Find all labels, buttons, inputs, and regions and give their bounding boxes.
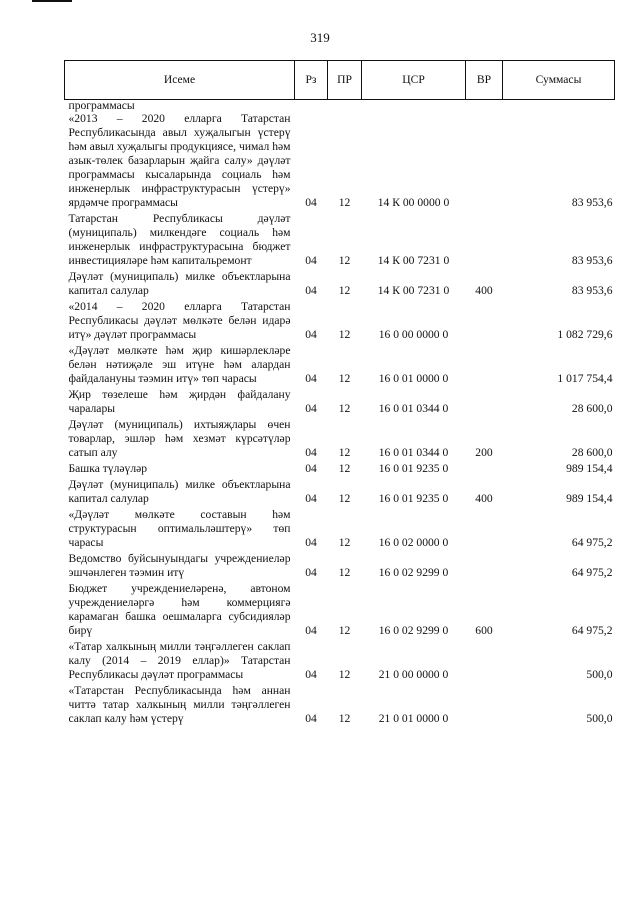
row-csr: 16 0 01 9235 0 [378, 492, 449, 505]
row-csr [362, 100, 466, 113]
row-pr: 12 [338, 566, 351, 579]
header-csr: ЦСР [362, 61, 466, 100]
row-csr: 21 0 00 0000 0 [378, 668, 449, 681]
row-rz: 04 [305, 624, 317, 637]
row-vr [466, 112, 503, 212]
header-name: Исеме [65, 61, 295, 100]
row-name: Башка түләүләр [68, 462, 148, 475]
row-pr: 12 [338, 536, 351, 549]
table-row [65, 212, 615, 270]
row-csr: 16 0 01 9235 0 [378, 462, 449, 475]
row-csr: 16 0 02 9299 0 [378, 624, 449, 637]
row-pr: 12 [338, 462, 351, 475]
row-pr: 12 [338, 284, 351, 297]
row-name: «Дәүләт мөлкәте составын һәм структурасын оптимальләштерү» төп чарасы [68, 508, 291, 549]
row-rz: 04 [305, 712, 317, 725]
row-sum: 1 017 754,4 [557, 372, 613, 385]
row-sum: 83 953,6 [571, 284, 613, 297]
header-sum: Суммасы [503, 61, 615, 100]
table-row [65, 582, 615, 640]
row-rz: 04 [305, 284, 317, 297]
page-number: 319 [310, 30, 330, 45]
row-vr [466, 100, 503, 113]
table-row [65, 552, 615, 582]
row-pr: 12 [338, 254, 351, 267]
row-pr: 12 [338, 668, 351, 681]
row-sum: 28 600,0 [571, 402, 613, 415]
table-row [65, 684, 615, 728]
row-rz: 04 [305, 446, 317, 459]
row-rz: 04 [305, 254, 317, 267]
table-header-row [65, 61, 615, 100]
row-sum: 500,0 [586, 712, 613, 725]
row-pr: 12 [338, 402, 351, 415]
row-name: Бюджет учреждениеләренә, автоном учреждениеләргә һәм коммерциягә карамаган башка оешмаларга субсидияләр бирү [68, 582, 291, 637]
row-vr [466, 684, 503, 728]
row-vr [466, 388, 503, 418]
row-sum: 500,0 [586, 668, 613, 681]
table-row [65, 100, 615, 113]
row-rz: 04 [305, 536, 317, 549]
row-sum: 1 082 729,6 [557, 328, 613, 341]
table-row [65, 270, 615, 300]
row-sum: 989 154,4 [566, 492, 613, 505]
table-row [65, 388, 615, 418]
row-pr: 12 [338, 712, 351, 725]
row-csr: 16 0 00 0000 0 [378, 328, 449, 341]
row-vr: 400 [475, 492, 493, 505]
row-rz: 04 [305, 328, 317, 341]
table-row [65, 418, 615, 462]
table-row [65, 478, 615, 508]
row-pr: 12 [338, 328, 351, 341]
row-pr: 12 [338, 372, 351, 385]
row-csr: 21 0 01 0000 0 [378, 712, 449, 725]
row-vr: 200 [475, 446, 493, 459]
row-name: Татарстан Республикасы дәүләт (муниципаль) милкендәге социаль һәм инженерлык инфраструктурасына бюджет инвестицияләре һәм капитальремонт [68, 212, 291, 267]
row-sum [503, 100, 615, 113]
header-vr: ВР [466, 61, 503, 100]
row-vr [466, 300, 503, 344]
row-csr: 14 К 00 7231 0 [377, 254, 450, 267]
row-vr [466, 212, 503, 270]
row-name: Ведомство буйсынуындагы учреждениеләр эшчәнлеген тәэмин итү [68, 552, 291, 579]
row-rz: 04 [305, 372, 317, 385]
row-rz: 04 [305, 196, 317, 209]
row-csr: 16 0 01 0000 0 [378, 372, 449, 385]
row-name: «2014 – 2020 елларга Татарстан Республикасы дәүләт мөлкәте белән идарә итү» дәүләт программасы [68, 300, 291, 341]
row-vr: 600 [475, 624, 493, 637]
row-csr: 16 0 02 0000 0 [378, 536, 449, 549]
row-vr: 400 [475, 284, 493, 297]
table-row [65, 462, 615, 478]
row-pr: 12 [338, 446, 351, 459]
row-sum: 83 953,6 [571, 254, 613, 267]
row-rz: 04 [305, 402, 317, 415]
corner-mark [32, 0, 72, 2]
row-pr: 12 [338, 196, 351, 209]
budget-table [64, 60, 615, 728]
row-rz: 04 [305, 668, 317, 681]
header-rz: Рз [295, 61, 328, 100]
row-name: «Дәүләт мөлкәте һәм җир кишәрлекләре белән нәтиҗәле эш итүне һәм алардан файдалануны тәэмин итү» төп чарасы [68, 344, 291, 385]
row-sum: 64 975,2 [571, 624, 613, 637]
row-rz: 04 [305, 462, 317, 475]
header-pr: ПР [328, 61, 362, 100]
row-vr [466, 344, 503, 388]
table-row [65, 344, 615, 388]
row-csr: 16 0 01 0344 0 [378, 402, 449, 415]
row-rz: 04 [305, 492, 317, 505]
row-csr: 16 0 02 9299 0 [378, 566, 449, 579]
row-vr [466, 462, 503, 478]
table-row [65, 300, 615, 344]
row-pr [328, 100, 362, 113]
row-name: Дәүләт (муниципаль) ихтыяҗлары өчен товарлар, эшләр һәм хезмәт күрсәтүләр сатып алу [68, 418, 291, 459]
row-name: Җир төзелеше һәм җирдән файдалану чаралары [68, 388, 291, 415]
row-pr: 12 [338, 624, 351, 637]
row-sum: 28 600,0 [571, 446, 613, 459]
row-vr [466, 508, 503, 552]
row-name: «Татар халкының милли тәңгәллеген саклап калу (2014 – 2019 еллар)» Татарстан Республикасы дәүләт программасы [68, 640, 291, 681]
row-sum: 64 975,2 [571, 536, 613, 549]
row-pr: 12 [338, 492, 351, 505]
row-csr: 14 К 00 0000 0 [377, 196, 450, 209]
row-csr: 14 К 00 7231 0 [377, 284, 450, 297]
row-rz: 04 [305, 566, 317, 579]
table-row [65, 640, 615, 684]
table-row [65, 508, 615, 552]
row-name: Дәүләт (муниципаль) милке объектларына капитал салулар [68, 270, 291, 297]
row-rz [295, 100, 328, 113]
row-csr: 16 0 01 0344 0 [378, 446, 449, 459]
row-sum: 64 975,2 [571, 566, 613, 579]
row-sum: 83 953,6 [571, 196, 613, 209]
row-sum: 989 154,4 [566, 462, 613, 475]
row-vr [466, 552, 503, 582]
row-name: «2013 – 2020 елларга Татарстан Республикасында авыл хуҗалыгын үстерү һәм авыл хуҗалыгы продукциясе, чимал һәм азык-төлек базарларын җайга салу» дәүләт программасы кысаларында социаль һәм инженерлык инфраструктурасын үстерү» ярдәмче программасы [68, 112, 291, 209]
row-name: Дәүләт (муниципаль) милке объектларына капитал салулар [68, 478, 291, 505]
row-name: программасы [68, 99, 135, 112]
row-vr [466, 640, 503, 684]
table-row [65, 112, 615, 212]
row-name: «Татарстан Республикасында һәм аннан читтә татар халкының милли тәңгәллеген саклап калу һәм үстерү [68, 684, 291, 725]
